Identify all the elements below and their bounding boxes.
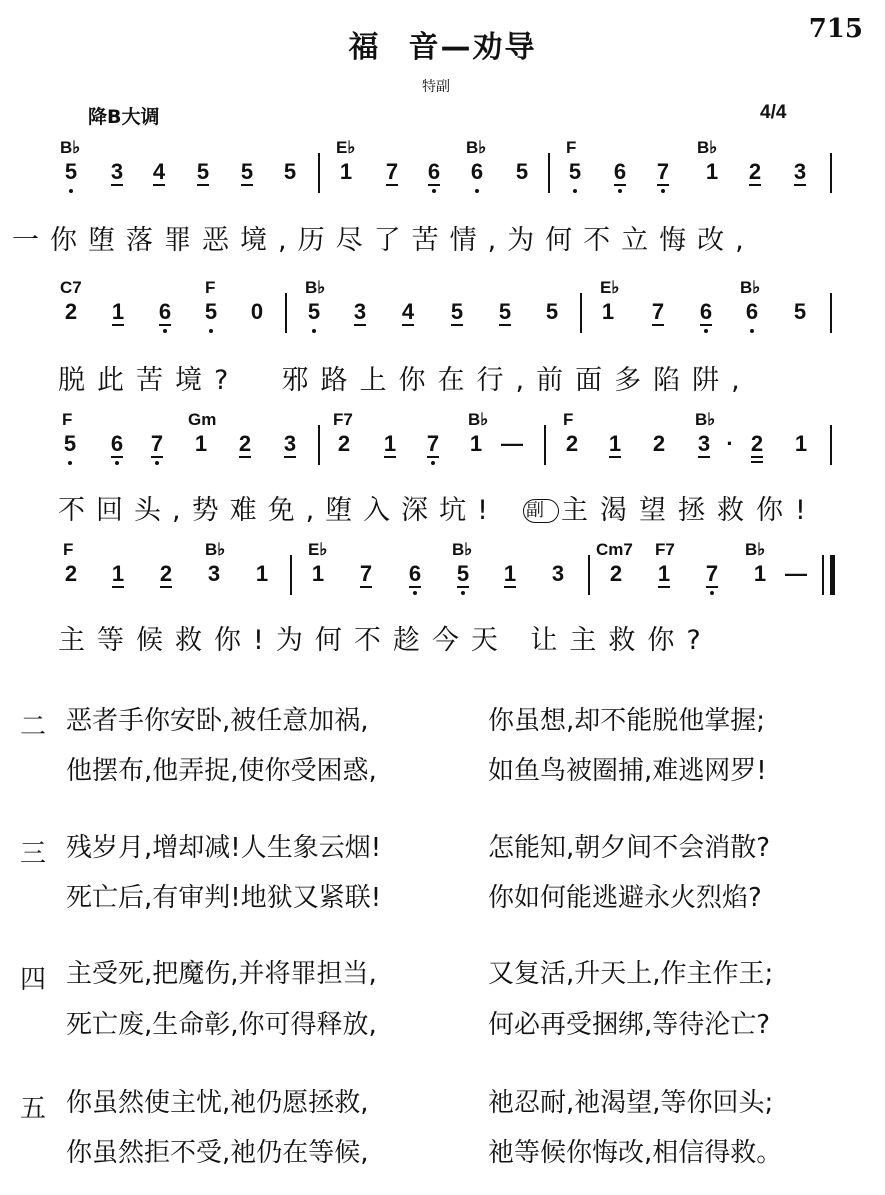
octave-dot bbox=[312, 329, 316, 333]
note: 1 bbox=[601, 299, 615, 324]
page-number: 715 bbox=[808, 14, 863, 44]
chord: E♭ bbox=[336, 138, 356, 157]
note: 7 bbox=[381, 160, 403, 184]
note: 1 bbox=[194, 431, 208, 456]
note: 2 bbox=[565, 431, 579, 456]
lyrics-line: 主等候救你!为何不趁今天 让主救你? bbox=[58, 625, 713, 656]
note: 2 bbox=[64, 299, 78, 324]
verse-line: 主受死,把魔伤,并将罪担当, bbox=[66, 959, 377, 989]
bar-line bbox=[580, 293, 582, 333]
note: 5 bbox=[568, 159, 582, 184]
lyrics-line: 脱此苦境? 邪路上你在行,前面多陷阱, bbox=[58, 365, 752, 396]
verse-line: 死亡废,生命彰,你可得释放, bbox=[66, 1010, 377, 1040]
octave-dot bbox=[69, 189, 73, 193]
chord: B♭ bbox=[468, 410, 489, 429]
note: 6 bbox=[609, 160, 631, 184]
chord: Gm bbox=[188, 410, 217, 429]
note: 5 bbox=[64, 159, 78, 184]
note: — bbox=[785, 561, 807, 586]
octave-dot bbox=[413, 591, 417, 595]
note: 4 bbox=[397, 300, 419, 324]
chorus-marker: 副 bbox=[523, 499, 559, 523]
note: 1 bbox=[705, 159, 719, 184]
octave-dot bbox=[704, 329, 708, 333]
note: 7 bbox=[652, 160, 674, 184]
note: 5 bbox=[192, 160, 214, 184]
verse-number: 二 bbox=[20, 712, 47, 742]
bar-line bbox=[830, 293, 832, 333]
note: 3 bbox=[207, 561, 221, 586]
note: 3 bbox=[693, 432, 715, 456]
lyrics-line-chorus bbox=[523, 496, 818, 526]
note: 7 bbox=[701, 562, 723, 586]
bar-line bbox=[830, 153, 832, 193]
octave-dot bbox=[163, 329, 167, 333]
chord: F7 bbox=[655, 540, 675, 559]
verse-line: 祂忍耐,祂渴望,等你回头; bbox=[488, 1088, 774, 1118]
note: 5 bbox=[793, 299, 807, 324]
verse-number: 三 bbox=[20, 839, 47, 869]
note: 1 bbox=[653, 562, 675, 586]
chord: B♭ bbox=[745, 540, 766, 559]
note: 3 bbox=[279, 432, 301, 456]
chord: F bbox=[63, 540, 74, 559]
note: 5 bbox=[236, 160, 258, 184]
octave-dot bbox=[432, 189, 436, 193]
dotted-rhythm: · bbox=[726, 431, 734, 456]
verse-line: 又复活,升天上,作主作王; bbox=[488, 959, 774, 989]
note: 2 bbox=[746, 432, 768, 456]
octave-dot bbox=[750, 329, 754, 333]
chord: F bbox=[62, 410, 73, 429]
note: 3 bbox=[551, 561, 565, 586]
note: 2 bbox=[234, 432, 256, 456]
title-subtitle: —劝导 bbox=[440, 30, 537, 65]
note: 2 bbox=[155, 562, 177, 586]
note: 3 bbox=[106, 160, 128, 184]
verse-line: 恶者手你安卧,被任意加祸, bbox=[66, 706, 369, 736]
note: 3 bbox=[789, 160, 811, 184]
note: 6 bbox=[695, 300, 717, 324]
note: 5 bbox=[446, 300, 468, 324]
lyrics-line: 一你堕落罪恶境,历尽了苦情,为何不立悔改, bbox=[12, 225, 755, 256]
chord: E♭ bbox=[600, 278, 620, 297]
note: 1 bbox=[794, 431, 808, 456]
note: 6 bbox=[470, 159, 484, 184]
title-char-2: 音 bbox=[408, 30, 441, 65]
octave-dot bbox=[661, 189, 665, 193]
octave-dot bbox=[115, 461, 119, 465]
note: 1 bbox=[311, 561, 325, 586]
lyrics-chorus-start: 主渴望拯救你! bbox=[561, 495, 818, 526]
note: 7 bbox=[422, 432, 444, 456]
verse-line: 你虽然使主忧,祂仍愿拯救, bbox=[66, 1088, 369, 1118]
key-signature: 降B大调 bbox=[88, 106, 160, 128]
note: 5 bbox=[452, 562, 474, 586]
note: 1 bbox=[753, 561, 767, 586]
note: 7 bbox=[355, 562, 377, 586]
chord: B♭ bbox=[740, 278, 761, 297]
note: 5 bbox=[204, 299, 218, 324]
octave-dot bbox=[475, 189, 479, 193]
verse-number: 四 bbox=[20, 965, 47, 995]
chord: F bbox=[566, 138, 577, 157]
chord: B♭ bbox=[305, 278, 326, 297]
note: 5 bbox=[283, 159, 297, 184]
note: 2 bbox=[744, 160, 766, 184]
verse-line: 你虽想,却不能脱他掌握; bbox=[488, 706, 766, 736]
time-signature: 4/4 bbox=[760, 102, 787, 123]
note: 7 bbox=[146, 432, 168, 456]
verse-line: 死亡后,有审判!地狱又紧联! bbox=[66, 883, 382, 913]
bar-line bbox=[830, 425, 832, 465]
chord: B♭ bbox=[466, 138, 487, 157]
chord: C7 bbox=[60, 278, 82, 297]
verse-line: 他摆布,他弄捉,使你受困惑, bbox=[66, 756, 377, 786]
octave-dot bbox=[618, 189, 622, 193]
verse-line: 残岁月,增却减!人生象云烟! bbox=[66, 833, 382, 863]
final-bar-thick bbox=[830, 555, 835, 595]
note: 6 bbox=[106, 432, 128, 456]
chord: F bbox=[563, 410, 574, 429]
chord: B♭ bbox=[205, 540, 226, 559]
note: 4 bbox=[148, 160, 170, 184]
note: 1 bbox=[469, 431, 483, 456]
note: 0 bbox=[250, 299, 264, 324]
octave-dot bbox=[68, 461, 72, 465]
verse-line: 如鱼鸟被圈捕,难逃网罗! bbox=[488, 756, 767, 786]
note: 5 bbox=[63, 431, 77, 456]
bar-line bbox=[318, 425, 320, 465]
note: 3 bbox=[349, 300, 371, 324]
note: 1 bbox=[339, 159, 353, 184]
note: 6 bbox=[745, 299, 759, 324]
note: 1 bbox=[107, 562, 129, 586]
verse-line: 你如何能逃避永火烈焰? bbox=[488, 883, 762, 913]
chord: B♭ bbox=[695, 410, 716, 429]
note: 6 bbox=[154, 300, 176, 324]
bar-line bbox=[544, 425, 546, 465]
note: 1 bbox=[379, 432, 401, 456]
lyrics-line: 不回头,势难免,堕入深坑! bbox=[58, 495, 499, 526]
title-char-1: 福 bbox=[348, 30, 381, 65]
octave-dot bbox=[209, 329, 213, 333]
verse-line: 祂等候你悔改,相信得救。 bbox=[488, 1138, 783, 1168]
octave-dot bbox=[155, 461, 159, 465]
verse-number: 五 bbox=[20, 1094, 47, 1124]
bar-line bbox=[290, 555, 292, 595]
note: 5 bbox=[307, 299, 321, 324]
octave-dot bbox=[431, 461, 435, 465]
verse-line: 你虽然拒不受,祂仍在等候, bbox=[66, 1138, 369, 1168]
note: 2 bbox=[609, 561, 623, 586]
chord: B♭ bbox=[60, 138, 81, 157]
octave-dot bbox=[573, 189, 577, 193]
note: 5 bbox=[494, 300, 516, 324]
note: 7 bbox=[647, 300, 669, 324]
note: 1 bbox=[107, 300, 129, 324]
chord: F7 bbox=[333, 410, 353, 429]
note: 1 bbox=[604, 432, 626, 456]
octave-dot bbox=[461, 591, 465, 595]
hymn-title bbox=[0, 22, 885, 66]
credit-label: 特副 bbox=[422, 79, 450, 95]
bar-line bbox=[318, 153, 320, 193]
note: 1 bbox=[255, 561, 269, 586]
note: 5 bbox=[515, 159, 529, 184]
note: 2 bbox=[337, 431, 351, 456]
note: 2 bbox=[64, 561, 78, 586]
note: 6 bbox=[423, 160, 445, 184]
note: 1 bbox=[499, 562, 521, 586]
note: 2 bbox=[652, 431, 666, 456]
chord: F bbox=[205, 278, 216, 297]
bar-line bbox=[548, 153, 550, 193]
bar-line bbox=[588, 555, 590, 595]
note: 6 bbox=[404, 562, 426, 586]
note: — bbox=[501, 431, 523, 456]
chord: E♭ bbox=[308, 540, 328, 559]
octave-dot bbox=[710, 591, 714, 595]
chord: B♭ bbox=[452, 540, 473, 559]
bar-line bbox=[285, 293, 287, 333]
chord: Cm7 bbox=[596, 540, 633, 559]
final-bar-thin bbox=[822, 555, 824, 595]
verse-line: 怎能知,朝夕间不会消散? bbox=[488, 833, 771, 863]
note: 5 bbox=[545, 299, 559, 324]
chord: B♭ bbox=[697, 138, 718, 157]
verse-line: 何必再受捆绑,等待沦亡? bbox=[488, 1010, 771, 1040]
